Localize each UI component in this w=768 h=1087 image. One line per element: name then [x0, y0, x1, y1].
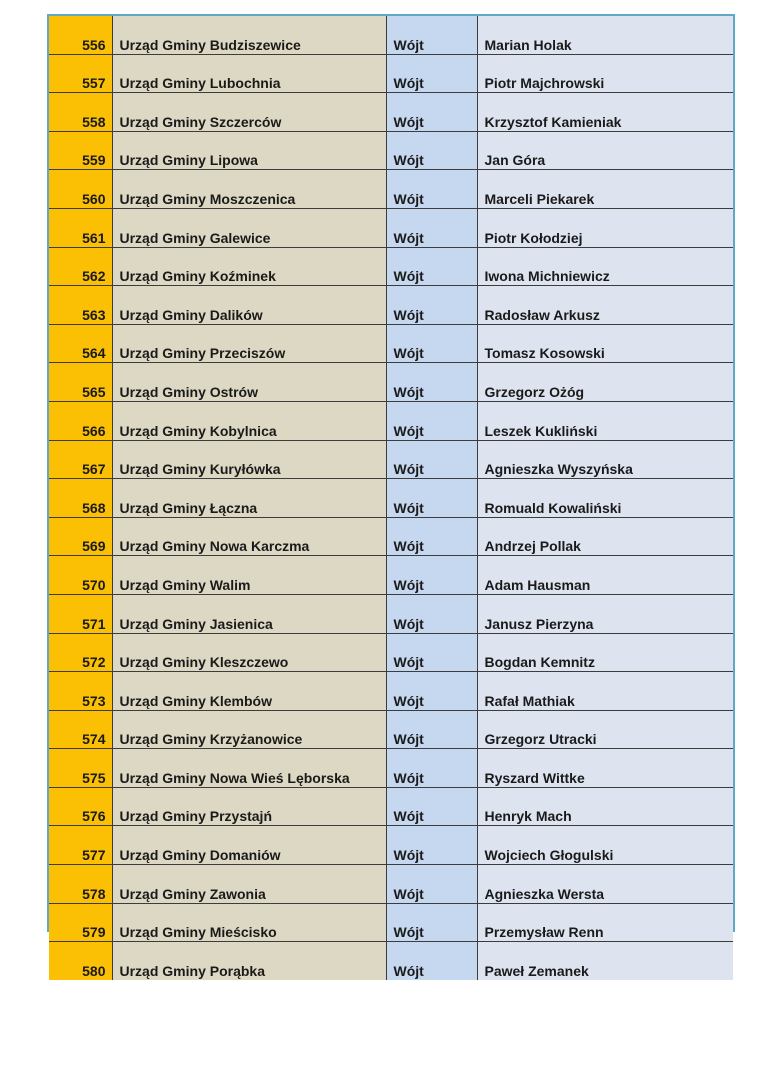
row-number-cell: 557	[49, 54, 112, 93]
person-name-cell: Przemysław Renn	[477, 903, 733, 942]
person-name-cell: Leszek Kukliński	[477, 401, 733, 440]
person-name-cell: Agnieszka Wersta	[477, 865, 733, 904]
person-name-cell: Tomasz Kosowski	[477, 324, 733, 363]
role-cell: Wójt	[386, 865, 477, 904]
role-cell: Wójt	[386, 710, 477, 749]
office-name-cell: Urząd Gminy Galewice	[112, 208, 386, 247]
role-cell: Wójt	[386, 208, 477, 247]
table-row	[49, 247, 733, 286]
table-row	[49, 54, 733, 93]
row-number-cell: 574	[49, 710, 112, 749]
person-name-cell: Piotr Majchrowski	[477, 54, 733, 93]
row-number-cell: 572	[49, 633, 112, 672]
row-number-cell: 562	[49, 247, 112, 286]
office-name-cell: Urząd Gminy Lubochnia	[112, 54, 386, 93]
row-number-cell: 569	[49, 517, 112, 556]
table-row	[49, 633, 733, 672]
row-number-cell: 556	[49, 16, 112, 54]
person-name-cell: Wojciech Głogulski	[477, 826, 733, 865]
row-number-cell: 563	[49, 286, 112, 325]
table-row	[49, 594, 733, 633]
person-name-cell: Radosław Arkusz	[477, 286, 733, 325]
person-name-cell: Grzegorz Ożóg	[477, 363, 733, 402]
office-name-cell: Urząd Gminy Nowa Karczma	[112, 517, 386, 556]
office-name-cell: Urząd Gminy Nowa Wieś Lęborska	[112, 749, 386, 788]
office-name-cell: Urząd Gminy Ostrów	[112, 363, 386, 402]
row-number-cell: 573	[49, 672, 112, 711]
row-number-cell: 575	[49, 749, 112, 788]
row-number-cell: 560	[49, 170, 112, 209]
office-name-cell: Urząd Gminy Dalików	[112, 286, 386, 325]
table-row	[49, 942, 733, 980]
role-cell: Wójt	[386, 93, 477, 132]
office-name-cell: Urząd Gminy Przeciszów	[112, 324, 386, 363]
table-row	[49, 401, 733, 440]
row-number-cell: 579	[49, 903, 112, 942]
role-cell: Wójt	[386, 401, 477, 440]
person-name-cell: Andrzej Pollak	[477, 517, 733, 556]
role-cell: Wójt	[386, 247, 477, 286]
table-row	[49, 826, 733, 865]
table-row	[49, 286, 733, 325]
table-row	[49, 363, 733, 402]
office-name-cell: Urząd Gminy Kuryłówka	[112, 440, 386, 479]
office-name-cell: Urząd Gminy Szczerców	[112, 93, 386, 132]
office-name-cell: Urząd Gminy Klembów	[112, 672, 386, 711]
row-number-cell: 568	[49, 479, 112, 518]
person-name-cell: Henryk Mach	[477, 787, 733, 826]
person-name-cell: Grzegorz Utracki	[477, 710, 733, 749]
role-cell: Wójt	[386, 286, 477, 325]
office-name-cell: Urząd Gminy Krzyżanowice	[112, 710, 386, 749]
person-name-cell: Ryszard Wittke	[477, 749, 733, 788]
table-row	[49, 517, 733, 556]
role-cell: Wójt	[386, 594, 477, 633]
role-cell: Wójt	[386, 440, 477, 479]
row-number-cell: 570	[49, 556, 112, 595]
table-row	[49, 479, 733, 518]
role-cell: Wójt	[386, 16, 477, 54]
table-row	[49, 903, 733, 942]
table-row	[49, 787, 733, 826]
table-row	[49, 710, 733, 749]
role-cell: Wójt	[386, 517, 477, 556]
table-row	[49, 749, 733, 788]
table-row	[49, 556, 733, 595]
role-cell: Wójt	[386, 324, 477, 363]
row-number-cell: 567	[49, 440, 112, 479]
table-row	[49, 93, 733, 132]
row-number-cell: 578	[49, 865, 112, 904]
role-cell: Wójt	[386, 479, 477, 518]
officials-table-grid	[49, 16, 733, 980]
office-name-cell: Urząd Gminy Jasienica	[112, 594, 386, 633]
table-row	[49, 440, 733, 479]
table-row	[49, 208, 733, 247]
row-number-cell: 559	[49, 131, 112, 170]
office-name-cell: Urząd Gminy Walim	[112, 556, 386, 595]
role-cell: Wójt	[386, 749, 477, 788]
row-number-cell: 561	[49, 208, 112, 247]
person-name-cell: Janusz Pierzyna	[477, 594, 733, 633]
office-name-cell: Urząd Gminy Budziszewice	[112, 16, 386, 54]
office-name-cell: Urząd Gminy Moszczenica	[112, 170, 386, 209]
person-name-cell: Iwona Michniewicz	[477, 247, 733, 286]
table-row	[49, 672, 733, 711]
role-cell: Wójt	[386, 787, 477, 826]
table-row	[49, 170, 733, 209]
role-cell: Wójt	[386, 942, 477, 980]
office-name-cell: Urząd Gminy Lipowa	[112, 131, 386, 170]
role-cell: Wójt	[386, 633, 477, 672]
row-number-cell: 566	[49, 401, 112, 440]
office-name-cell: Urząd Gminy Przystajń	[112, 787, 386, 826]
role-cell: Wójt	[386, 826, 477, 865]
table-row	[49, 324, 733, 363]
row-number-cell: 580	[49, 942, 112, 980]
office-name-cell: Urząd Gminy Koźminek	[112, 247, 386, 286]
person-name-cell: Jan Góra	[477, 131, 733, 170]
person-name-cell: Romuald Kowaliński	[477, 479, 733, 518]
row-number-cell: 577	[49, 826, 112, 865]
row-number-cell: 565	[49, 363, 112, 402]
row-number-cell: 576	[49, 787, 112, 826]
row-number-cell: 571	[49, 594, 112, 633]
office-name-cell: Urząd Gminy Porąbka	[112, 942, 386, 980]
person-name-cell: Marian Holak	[477, 16, 733, 54]
office-name-cell: Urząd Gminy Mieścisko	[112, 903, 386, 942]
role-cell: Wójt	[386, 54, 477, 93]
row-number-cell: 564	[49, 324, 112, 363]
person-name-cell: Piotr Kołodziej	[477, 208, 733, 247]
table-body	[49, 16, 733, 980]
person-name-cell: Marceli Piekarek	[477, 170, 733, 209]
row-number-cell: 558	[49, 93, 112, 132]
person-name-cell: Paweł Zemanek	[477, 942, 733, 980]
office-name-cell: Urząd Gminy Zawonia	[112, 865, 386, 904]
role-cell: Wójt	[386, 363, 477, 402]
table-row	[49, 865, 733, 904]
role-cell: Wójt	[386, 170, 477, 209]
office-name-cell: Urząd Gminy Kobylnica	[112, 401, 386, 440]
office-name-cell: Urząd Gminy Łączna	[112, 479, 386, 518]
role-cell: Wójt	[386, 903, 477, 942]
office-name-cell: Urząd Gminy Kleszczewo	[112, 633, 386, 672]
office-name-cell: Urząd Gminy Domaniów	[112, 826, 386, 865]
person-name-cell: Krzysztof Kamieniak	[477, 93, 733, 132]
role-cell: Wójt	[386, 672, 477, 711]
person-name-cell: Rafał Mathiak	[477, 672, 733, 711]
person-name-cell: Agnieszka Wyszyńska	[477, 440, 733, 479]
role-cell: Wójt	[386, 131, 477, 170]
officials-table	[47, 14, 735, 979]
table-row	[49, 16, 733, 54]
person-name-cell: Bogdan Kemnitz	[477, 633, 733, 672]
role-cell: Wójt	[386, 556, 477, 595]
person-name-cell: Adam Hausman	[477, 556, 733, 595]
table-row	[49, 131, 733, 170]
